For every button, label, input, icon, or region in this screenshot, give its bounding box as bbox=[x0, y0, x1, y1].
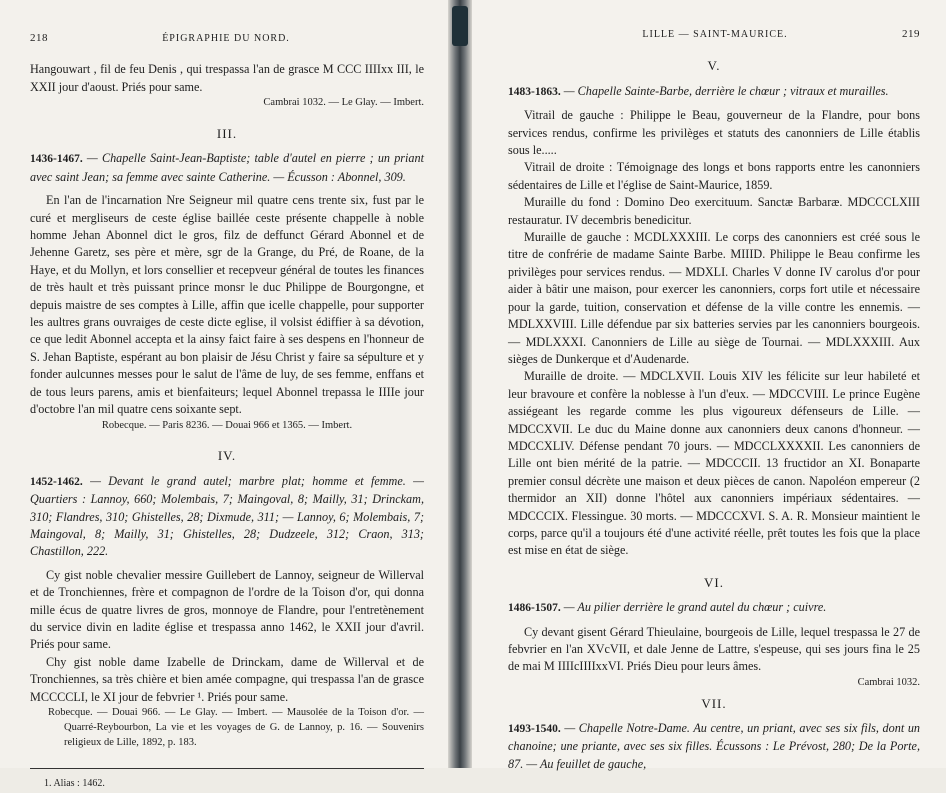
entry-date-v: 1483-1863. bbox=[508, 85, 561, 98]
entry-heading-iii bbox=[30, 150, 424, 186]
inscription-iii: En l'an de l'incarnation Nre Seigneur mil quatre cens trente six, fust par le curé et mergliseurs de ceste église baillée ceste présente chappelle à noble homme Jehan Abonnel dict le gros, filz de deffunct Gérard Abonnel et de Jehenne Garetz, ses père et mère, sgr de la Grange, du Pré, de Roane, de la Haye, et du Mollyn, et lors consellier et recepveur général de toutes les finances de très hault et très puissant prince monsr le duc Philippe de Bourgongne, et depuis maistre de ses comptes à Lille, affin que icelle chappelle, pour supporter les aultres grans ouvraiges de ceste dicte eglise, il volsist édiffier à sa dévotion, ce que ledit Abonnel accepta et la ainsy faict faire à ses despens en l'honneur de S. Jehan Baptiste, espérant au bon plaisir de Jésu Christ y faire sa sépulture et y fonder aulcunnes messes pour le salut de l'âme de luy, de ses femme, enffans et de tous leurs parens, amis et bienfaiteurs; lequel Abonnel trepassa le IIIIe jour d'octobre l'an mil quatre cens soixante sept. bbox=[30, 193, 424, 417]
entry-date-vii: 1493-1540. bbox=[508, 723, 561, 736]
citation-iii: Robecque. — Paris 8236. — Douai 966 et 1365. — Imbert. bbox=[101, 419, 353, 431]
vitrail-droite: Vitrail de droite : Témoignage des longs et bons rapports entre les canonniers sédentaires de Lille et l'église de Saint-Maurice, 1859. bbox=[508, 160, 920, 192]
carryover-text: Hangouwart , fil de feu Denis , qui trespassa l'an de grasce M CCC IIIIxx III, le XXII jour d'aoust. Priés pour same. bbox=[30, 62, 424, 94]
book-gutter bbox=[448, 0, 472, 768]
entry-heading-iv bbox=[30, 473, 424, 561]
entry-date-iii: 1436-1467. bbox=[30, 153, 83, 166]
entry-description-vii: — Chapelle Notre-Dame. Au centre, un priant, avec ses six fils, dont un chanoine; une priante, avec ses six filles. Écussons : Le Prévost, 280; De la Porte, 87. — Au feuillet de gauche, bbox=[508, 721, 921, 771]
page-number-right: 219 bbox=[901, 28, 920, 40]
section-numeral-vi: VI. bbox=[704, 574, 724, 590]
entry-heading-vi bbox=[508, 599, 920, 617]
inscription-iv-1: Cy gist noble chevalier messire Guillebert de Lannoy, seigneur de Willerval et de Tronchiennes, frère et compagnon de l'ordre de la Toison d'or, qui donna mille écus de quatre livres de gros, monnoye de Flandre, pour l'entretènement du service divin en ladite église et trespassa anno 1462, le XXII jour d'avril. Priés pour same. bbox=[30, 567, 424, 652]
inscription-vi: Cy devant gisent Gérard Thieulaine, bourgeois de Lille, lequel trespassa le 27 de febvrier en l'an XVcVII, et dale Jenne de Lattre, s'espeuse, qui ses jours fina le 25 de mai M IIIIcIIIIxxVI. Priés Dieu pour leurs âmes. bbox=[508, 624, 920, 674]
page-number-left: 218 bbox=[30, 32, 48, 44]
entry-date-vi: 1486-1507. bbox=[508, 602, 561, 615]
footnote: 1. Alias : 1462. bbox=[44, 778, 105, 790]
running-head-left bbox=[30, 30, 424, 47]
entry-description-iii: — Chapelle Saint-Jean-Baptiste; table d'autel en pierre ; un priant avec saint Jean; sa femme avec sainte Catherine. — Écusson : Abonnel, 309. bbox=[30, 151, 424, 184]
gutter-shadow bbox=[452, 6, 468, 46]
entry-description-v: — Chapelle Sainte-Barbe, derrière le chœur ; vitraux et murailles. bbox=[563, 83, 889, 98]
inscription-iv-2: Chy gist noble dame Izabelle de Drinckam, dame de Willerval et de Tronchiennes, sa très chière et bien amée compagne, qui trespassa l'an de grasce MCCCCLI, le XI jour de febvrier ¹. Priés pour same. bbox=[30, 654, 424, 704]
right-page bbox=[472, 0, 946, 771]
running-title-right: LILLE — SAINT-MAURICE. bbox=[642, 29, 788, 40]
footnote-rule bbox=[30, 768, 424, 769]
running-title-left: ÉPIGRAPHIE DU NORD. bbox=[162, 33, 290, 44]
entry-description-vi: — Au pilier derrière le grand autel du chœur ; cuivre. bbox=[563, 600, 827, 615]
citation-vi: Cambrai 1032. bbox=[857, 676, 920, 688]
entry-date-iv: 1452-1462. bbox=[30, 475, 83, 488]
entry-description-iv: — Devant le grand autel; marbre plat; homme et femme. — Quartiers : Lannoy, 660; Molembais, 7; Maingoval, 8; Mailly, 31; Drinckam, 310; Flandres, 310; Ghistelles, 28; Dixmude, 311; — Lannoy, 6; Molembais, 7; Maingoval, 8; Mailly, 31; Ghistelles, 28; Dudzeele, 312; Craon, 313; Chastillon, 222. bbox=[30, 473, 424, 559]
section-numeral-iii: III. bbox=[216, 126, 238, 142]
muraille-fond: Muraille du fond : Domino Deo exercituum. Sanctæ Barbaræ. MDCCCLXIII restauratur. IV decembris benedicitur. bbox=[508, 195, 920, 227]
citation-iv: Robecque. — Douai 966. — Le Glay. — Imbert. — Mausolée de la Toison d'or. — Quarré-Reybourbon, La vie et les voyages de G. de Lannoy, p. 16. — Souvenirs religieux de Lille, 1892, p. 183. bbox=[48, 707, 424, 748]
running-head-right bbox=[508, 26, 920, 43]
vitrail-gauche: Vitrail de gauche : Philippe le Beau, gouverneur de la Flandre, pour bons services rendus, confirme les privilèges et statuts des canonniers de Lille établis sous le..... bbox=[508, 108, 920, 158]
entry-heading-vii bbox=[508, 720, 920, 773]
muraille-gauche: Muraille de gauche : MCDLXXXIII. Le corps des canonniers est créé sous le titre de confrérie de madame Sainte Barbe. MIIID. Philippe le Beau confirme les privilèges pour services rendus. — MDXLI. Charles V donne IV carolus d'or pour aider à bâtir une maison, pour exercer les canonniers, corps fort utile et nécessaire pour la garde, tuition, conservation et défense de la ville contre les ennemis. — MDLXXVIII. Lille défendue par six batteries servies par les canonniers bourgeois. — MDLXXXI. Canonniers de Lille au siège de Tournai. — MDLXXXIII. Aux sièges de Dunkerque et d'Audenarde. bbox=[508, 230, 920, 366]
entry-heading-v bbox=[508, 83, 920, 101]
left-page bbox=[0, 0, 448, 790]
section-numeral-v: V. bbox=[707, 58, 721, 74]
section-numeral-iv: IV. bbox=[217, 448, 237, 464]
muraille-droite: Muraille de droite. — MDCLXVII. Louis XIV les félicite sur leur habileté et leur bravoure et confère la noblesse à l'un d'eux. — MDCCVIII. Le prince Eugène assiégeant les regarde comme les plus vigoureux défenseurs de Lille. — MDCCXVII. Le duc du Maine donne aux canonniers deux canons d'honneur. — MDCCXLIV. Défense pendant 70 jours. — MDCCLXXXXII. Les canonniers de Lille ont bien mérité de la patrie. — MDCCCII. 13 fructidor an XI. Bonaparte premier consul décrète une maison et deux pièces de canon. Napoléon empereur (2 thermidor an XII) donne l'hôtel aux canonniers impériaux sédentaires. — MDCCCIX. Flessingue. 30 morts. — MDCCCXVI. S. A. R. Monsieur maintient le corps, parce qu'il a toujours été d'une activité réelle, prêt toutes les fois que la place est mise en état de siège. bbox=[508, 369, 920, 558]
section-numeral-vii: VII. bbox=[701, 695, 727, 711]
carryover-citation: Cambrai 1032. — Le Glay. — Imbert. bbox=[263, 97, 424, 109]
